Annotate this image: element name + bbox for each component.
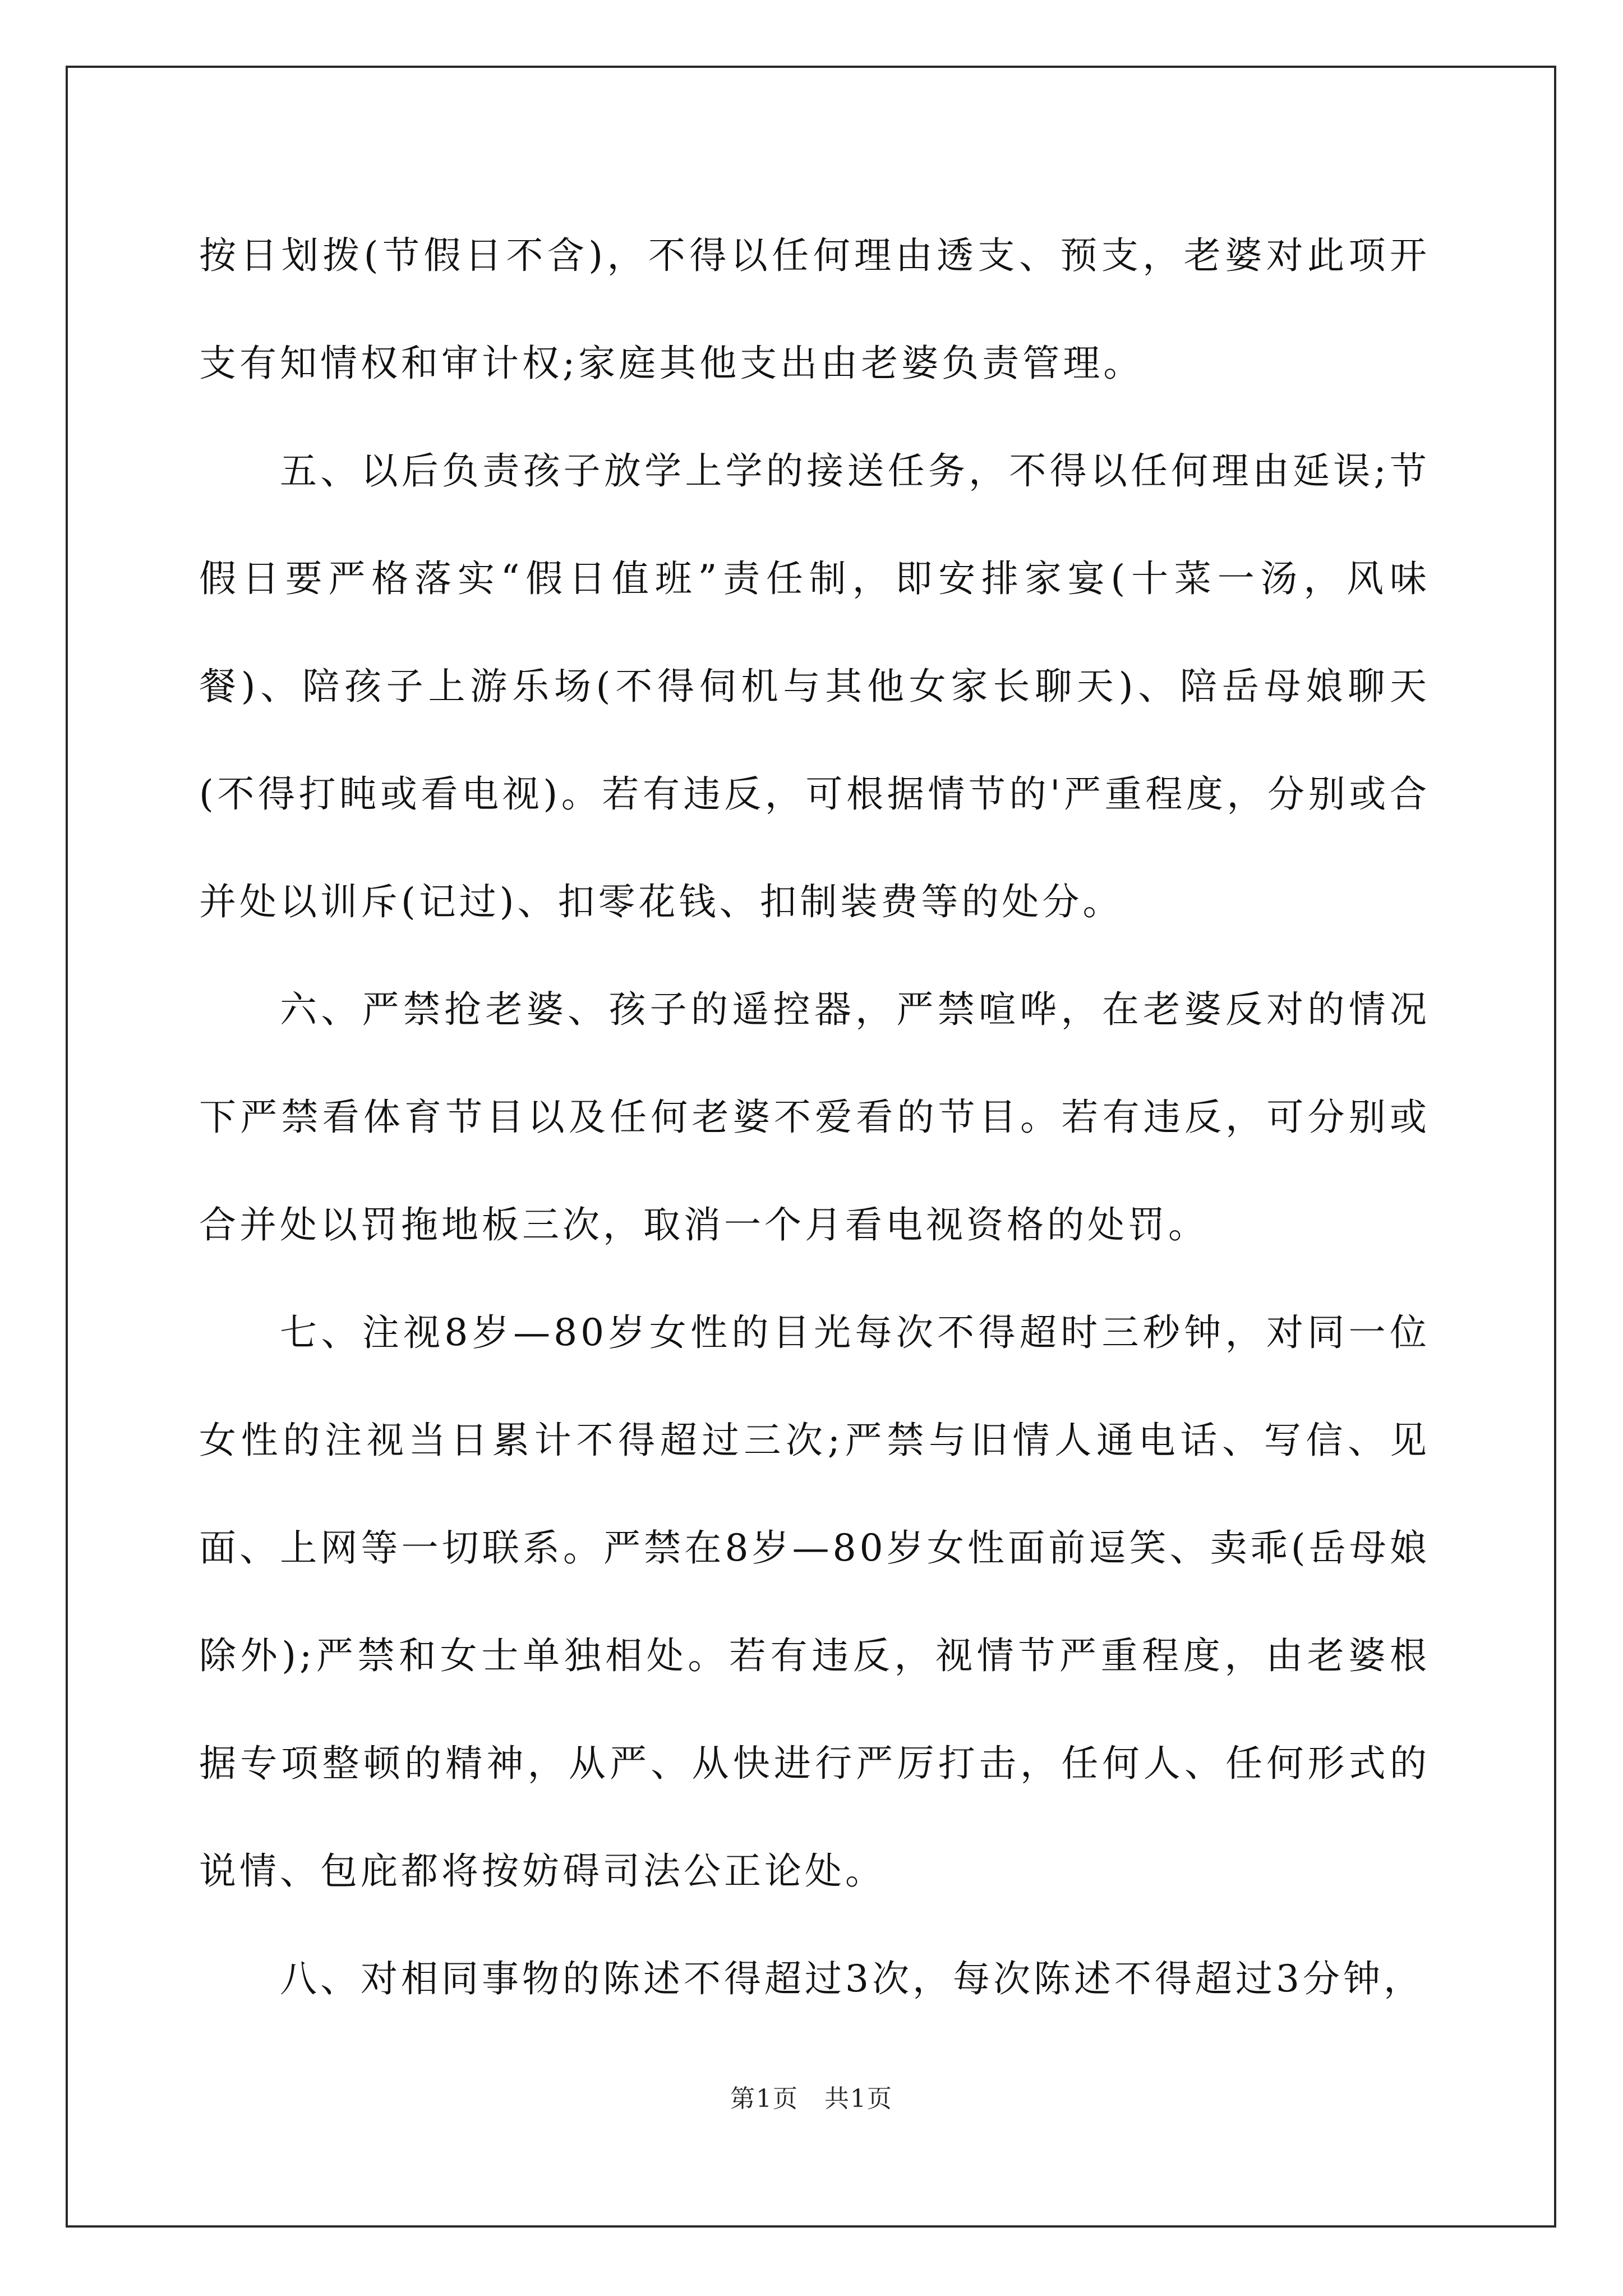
paragraph-item-5: 五、以后负责孩子放学上学的接送任务，不得以任何理由延误;节假日要严格落实“假日值班”责任制，即安排家宴(十菜一汤，风味餐)、陪孩子上游乐场(不得伺机与其他女家长聊天)、陪岳母娘聊天(不得打盹或看电视)。若有违反，可根据情节的'严重程度，分别或合并处以训斥(记过)、扣零花钱、扣制装费等的处分。 bbox=[199, 449, 1430, 923]
page-total: 共1页 bbox=[824, 2085, 893, 2113]
document-body bbox=[199, 202, 1430, 2033]
paragraph-item-6: 六、严禁抢老婆、孩子的遥控器，严禁喧哗，在老婆反对的情况下严禁看体育节目以及任何老婆不爱看的节目。若有违反，可分别或合并处以罚拖地板三次，取消一个月看电视资格的处罚。 bbox=[199, 988, 1430, 1246]
paragraph-continued: 按日划拨(节假日不含)，不得以任何理由透支、预支，老婆对此项开支有知情权和审计权;家庭其他支出由老婆负责管理。 bbox=[199, 234, 1430, 385]
page-footer bbox=[0, 2078, 1623, 2114]
paragraph-item-7: 七、注视8岁—80岁女性的目光每次不得超时三秒钟，对同一位女性的注视当日累计不得超过三次;严禁与旧情人通电话、写信、见面、上网等一切联系。严禁在8岁—80岁女性面前逗笑、卖乖(岳母娘除外);严禁和女士单独相处。若有违反，视情节严重程度，由老婆根据专项整顿的精神，从严、从快进行严厉打击，任何人、任何形式的说情、包庇都将按妨碍司法公正论处。 bbox=[199, 1311, 1430, 1893]
paragraph-item-8: 八、对相同事物的陈述不得超过3次，每次陈述不得超过3分钟， bbox=[280, 1957, 1424, 2000]
page-number: 第1页 bbox=[730, 2085, 799, 2113]
